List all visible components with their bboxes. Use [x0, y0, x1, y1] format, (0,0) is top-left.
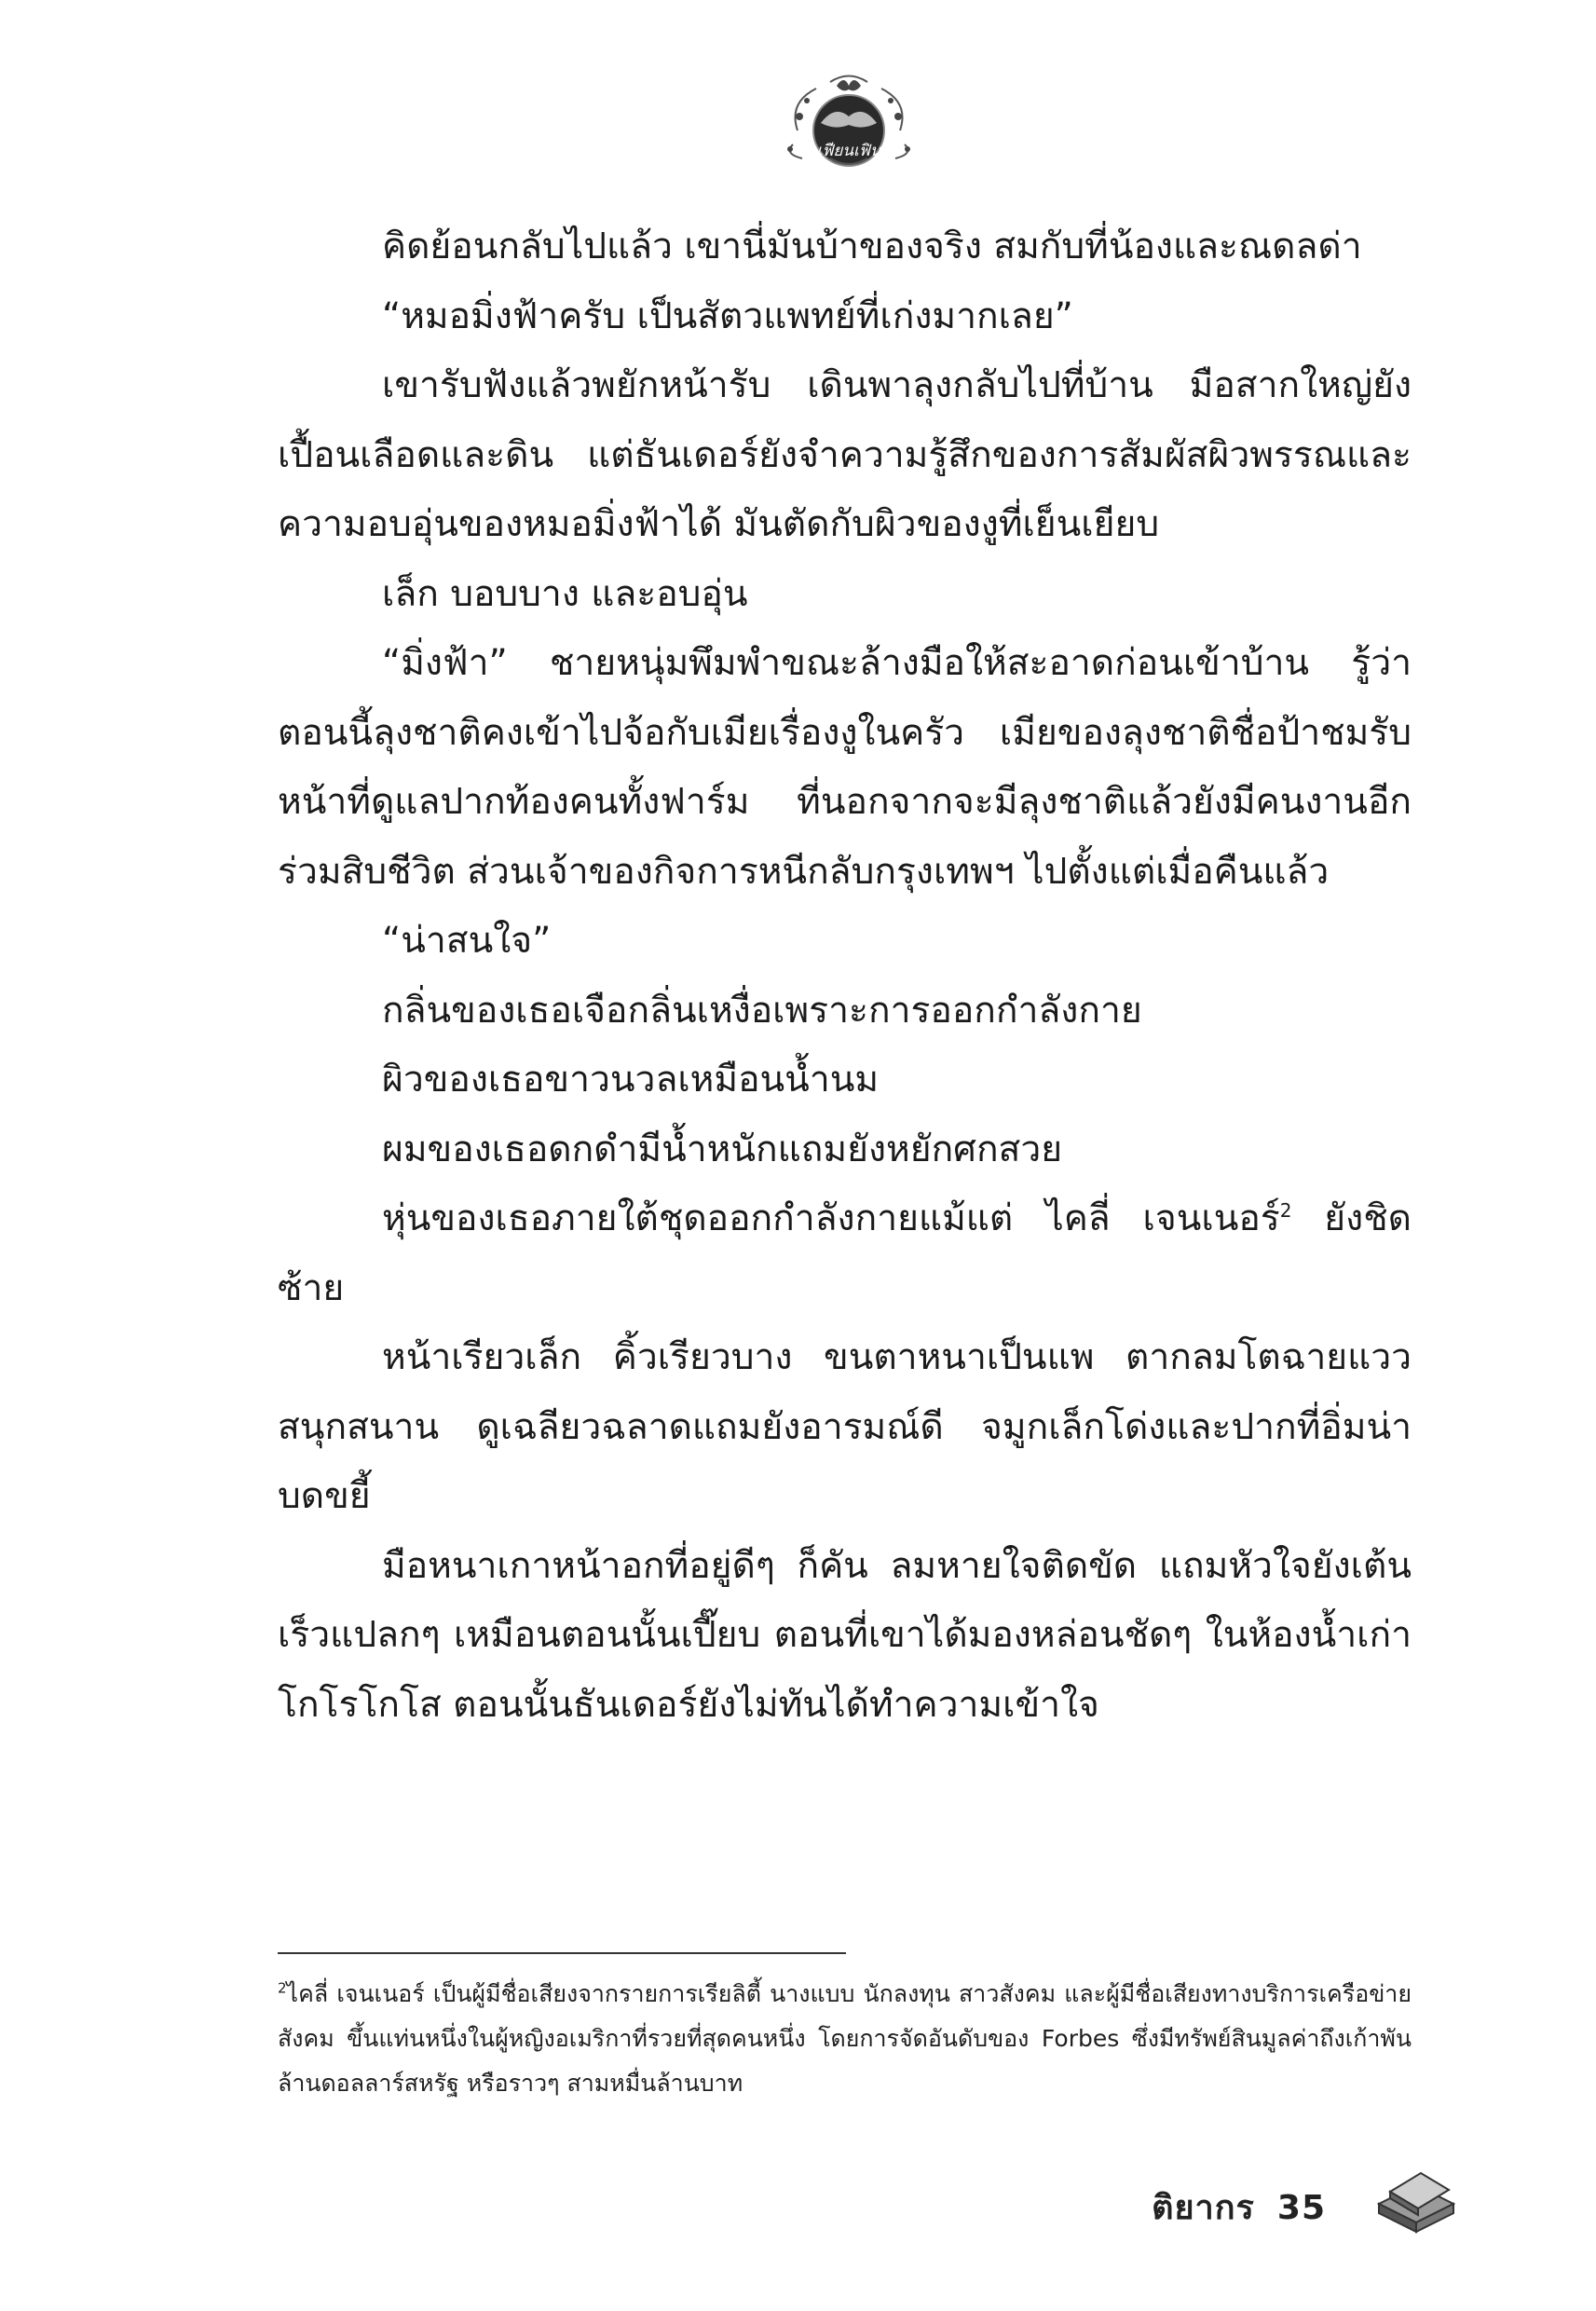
paragraph: เล็ก บอบบาง และอบอุ่น: [382, 572, 748, 615]
footnote-text: ไคลี่ เจนเนอร์ เป็นผู้มีชื่อเสียงจากรายการเรียลิตี้ นางแบบ นักลงทุน สาวสังคม และผู้มีชื่อเสียงทางบริการเครือข่ายสังคม ขึ้นแท่นหนึ่งในผู้หญิงอเมริกาที่รวยที่สุดคนหนึ่ง โดยการจัดอันดับของ Forbes ซึ่งมีทรัพย์สินมูลค่าถึงเก้าพันล้านดอลลาร์สหรัฐ หรือราวๆ สามหมื่นล้านบาท: [278, 1980, 1412, 2097]
page-footer: [1152, 2181, 1326, 2234]
book-title: ติยากร: [1152, 2189, 1255, 2227]
paragraph: ผิวของเธอขาวนวลเหมือนน้ำนม: [382, 1059, 880, 1101]
logo-text: เฟียนเฟิน: [816, 142, 881, 160]
footnote-marker: 2: [278, 1979, 287, 1997]
paragraph-text: หุ่นของเธอภายใต้ชุดออกกำลังกายแม้แต่ ไคลี่ เจนเนอร์: [382, 1197, 1280, 1239]
footnote-divider: [278, 1952, 846, 1954]
paragraph: “หมอมิ่งฟ้าครับ เป็นสัตวแพทย์ที่เก่งมากเลย”: [382, 294, 1073, 337]
paragraph-with-footnote: [278, 1184, 1412, 1323]
footnote: [278, 1972, 1412, 2106]
paragraph: ผมของเธอดกดำมีน้ำหนักแถมยังหยักศกสวย: [382, 1128, 1063, 1170]
header-logo: [779, 65, 919, 177]
stacked-books-icon: [1370, 2153, 1463, 2246]
paragraph: มือหนาเกาหน้าอกที่อยู่ดีๆ ก็คัน ลมหายใจติดขัด แถมหัวใจยังเต้นเร็วแปลกๆ เหมือนตอนนั้นเปี๊ยบ ตอนที่เขาได้มองหล่อนชัดๆ ในห้องน้ำเก่าโกโรโกโส ตอนนั้นธันเดอร์ยังไม่ทันได้ทำความเข้าใจ: [278, 1544, 1412, 1726]
paragraph: “มิ่งฟ้า” ชายหนุ่มพึมพำขณะล้างมือให้สะอาดก่อนเข้าบ้าน รู้ว่าตอนนี้ลุงชาติคงเข้าไปจ้อกับเมียเรื่องงูในครัว เมียของลุงชาติชื่อป้าชมรับหน้าที่ดูแลปากท้องคนทั้งฟาร์ม ที่นอกจากจะมีลุงชาติแล้วยังมีคนงานอีกร่วมสิบชีวิต ส่วนเจ้าของกิจการหนีกลับกรุงเทพฯ ไปตั้งแต่เมื่อคืนแล้ว: [278, 642, 1412, 893]
body-text: [278, 212, 1412, 1740]
paragraph-text-continued: ยังชิดซ้าย: [278, 1197, 1412, 1309]
paragraph: “น่าสนใจ”: [382, 920, 552, 962]
paragraph: เขารับฟังแล้วพยักหน้ารับ เดินพาลุงกลับไปที่บ้าน มือสากใหญ่ยังเปื้อนเลือดและดิน แต่ธันเดอร์ยังจำความรู้สึกของการสัมผัสผิวพรรณและความอบอุ่นของหมอมิ่งฟ้าได้ มันตัดกับผิวของงูที่เย็นเยียบ: [278, 364, 1412, 545]
footnote-reference[interactable]: 2: [1279, 1199, 1292, 1222]
paragraph: หน้าเรียวเล็ก คิ้วเรียวบาง ขนตาหนาเป็นแพ ตากลมโตฉายแววสนุกสนาน ดูเฉลียวฉลาดแถมยังอารมณ์ดี จมูกเล็กโด่งและปากที่อิ่มน่าบดขยี้: [278, 1336, 1412, 1517]
paragraph: คิดย้อนกลับไปแล้ว เขานี่มันบ้าของจริง สมกับที่น้องและณดลด่า: [382, 226, 1362, 267]
paragraph: กลิ่นของเธอเจือกลิ่นเหงื่อเพราะการออกกำลังกาย: [382, 989, 1142, 1032]
page-number: 35: [1276, 2189, 1326, 2227]
